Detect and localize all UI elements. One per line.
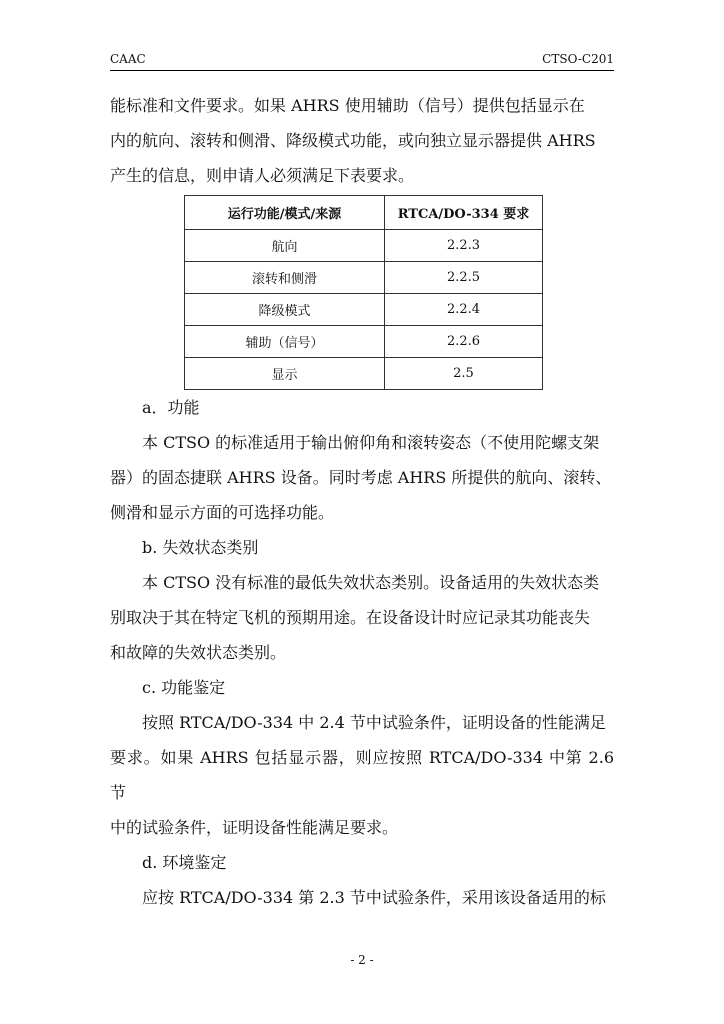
intro-line: 能标准和文件要求。如果 AHRS 使用辅助（信号）提供包括显示在: [110, 96, 585, 115]
intro-paragraph: [110, 88, 614, 193]
header-org: CAAC: [110, 52, 146, 66]
table-header-requirement: RTCA/DO-334 要求: [385, 196, 543, 230]
table-row: [185, 358, 543, 390]
intro-line: 内的航向、滚转和侧滑、降级模式功能，或向独立显示器提供 AHRS: [110, 131, 596, 150]
body-line: 要求。如果 AHRS 包括显示器，则应按照 RTCA/DO-334 中第 2.6 节: [110, 748, 614, 802]
header-doc-id: CTSO-C201: [542, 52, 614, 66]
requirements-table: [184, 195, 543, 390]
table-cell-function: 降级模式: [185, 294, 385, 326]
body-line: 中的试验条件，证明设备性能满足要求。: [110, 818, 399, 837]
body-line: 应按 RTCA/DO-334 第 2.3 节中试验条件，采用该设备适用的标: [142, 888, 606, 907]
table-cell-requirement: 2.2.4: [385, 294, 543, 326]
section-body-failure: [110, 565, 614, 670]
page-content: [110, 88, 614, 915]
table-cell-function: 航向: [185, 230, 385, 262]
body-line: 本 CTSO 没有标准的最低失效状态类别。设备适用的失效状态类: [142, 573, 600, 592]
table-row: [185, 230, 543, 262]
table-cell-function: 显示: [185, 358, 385, 390]
table-row: [185, 262, 543, 294]
table-row: [185, 294, 543, 326]
table-cell-requirement: 2.2.5: [385, 262, 543, 294]
section-heading-failure: b. 失效状态类别: [142, 538, 259, 557]
intro-line: 产生的信息，则申请人必须满足下表要求。: [110, 166, 415, 185]
body-line: 别取决于其在特定飞机的预期用途。在设备设计时应记录其功能丧失: [110, 608, 591, 627]
body-line: 器）的固态捷联 AHRS 设备。同时考虑 AHRS 所提供的航向、滚转、: [110, 468, 612, 487]
body-line: 和故障的失效状态类别。: [110, 643, 287, 662]
table-cell-function: 辅助（信号）: [185, 326, 385, 358]
body-line: 按照 RTCA/DO-334 中 2.4 节中试验条件，证明设备的性能满足: [142, 713, 606, 732]
section-body-function: [110, 425, 614, 530]
table-header-function: 运行功能/模式/来源: [185, 196, 385, 230]
table-cell-requirement: 2.2.6: [385, 326, 543, 358]
section-heading-function: a．功能: [142, 398, 200, 417]
body-line: 本 CTSO 的标准适用于输出俯仰角和滚转姿态（不使用陀螺支架: [142, 433, 600, 452]
section-heading-qualification: c. 功能鉴定: [142, 678, 226, 697]
table-header-row: [185, 196, 543, 230]
table-cell-requirement: 2.5: [385, 358, 543, 390]
page-number: - 2 -: [350, 953, 374, 967]
section-body-qualification: [110, 705, 614, 845]
page-header: [110, 52, 614, 71]
table-cell-function: 滚转和侧滑: [185, 262, 385, 294]
section-body-environment: [110, 880, 614, 915]
table-row: [185, 326, 543, 358]
table-cell-requirement: 2.2.3: [385, 230, 543, 262]
body-line: 侧滑和显示方面的可选择功能。: [110, 503, 335, 522]
section-heading-environment: d. 环境鉴定: [142, 853, 227, 872]
